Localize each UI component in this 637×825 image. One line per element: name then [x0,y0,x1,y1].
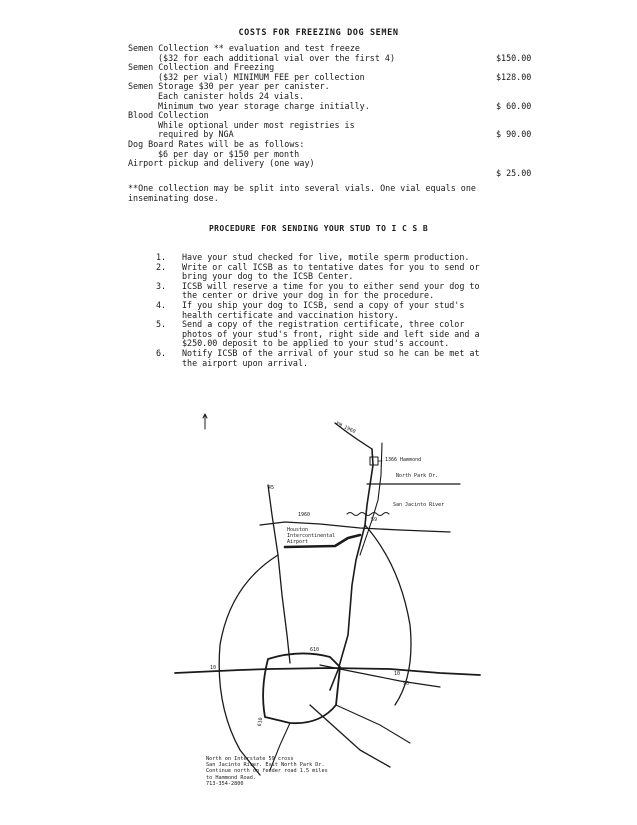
step-text: bring your dog to the ICSB Center. [182,271,354,282]
cost-line-text: Semen Collection ** evaluation and test freeze [128,43,360,53]
fm1960-label: FM 1960 [334,420,357,436]
driving-directions [206,756,328,787]
directions-line: to Hammond Road. [206,774,256,781]
procedure-step [156,282,556,301]
airport-label-line: Airport [287,539,309,545]
highway-59 [330,449,373,690]
highway-90-label: 90 [403,681,410,687]
step-text: the airport upon arrival. [182,357,309,368]
cost-line-text: Dog Board Rates will be as follows: [128,138,305,149]
cost-line-text: Each canister holds 24 vials. [158,90,305,101]
cost-line-text: Semen Storage $30 per year per canister. [128,81,330,92]
cost-amount: $ 60.00 [496,100,532,111]
procedure-step [156,320,556,349]
north-park-label: North Park Dr. [396,473,439,479]
cost-line-text: Blood Collection [128,110,209,121]
cost-line-text: Minimum two year storage charge initially. [158,100,370,111]
san-jacinto-river [347,513,389,516]
hammond-label: 1366 Hammond [385,457,422,463]
step-number: 1. [156,252,167,262]
cost-line-text: Airport pickup and delivery (one way) [128,158,315,169]
procedure-step [156,349,556,368]
road-1960-label: 1960 [298,512,311,518]
step-number: 6. [156,347,167,358]
step-text: photos of your stud's front, right side and left side and a [182,328,480,339]
cost-list [128,44,558,178]
directions-line: San Jacinto River. Exit North Park Dr. [206,762,325,769]
cost-line [128,159,558,169]
step-text: Notify ICSB of the arrival of your stud so he can be met at [182,347,480,358]
hammond-marker [370,457,378,465]
beltway-8 [219,555,278,775]
cost-line-text: While optional under most registries is [158,119,355,130]
step-number: 5. [156,319,167,330]
loop-610-label: 610 [310,647,320,653]
footnote-line: **One collection may be split into several vials. One vial equals one [128,183,476,193]
step-text: If you ship your dog to ICSB, send a copy of your stud's [182,299,465,310]
procedure-title: PROCEDURE FOR SENDING YOUR STUD TO I C S B [208,224,429,233]
step-text: Write or call ICSB as to tentative dates for you to send or [182,261,480,272]
step-number: 4. [156,299,167,310]
step-number: 3. [156,280,167,291]
interstate-10 [175,668,480,675]
procedure-step [156,263,556,282]
cost-line-text: ($32 for each additional vial over the first 4) [158,52,395,63]
road-map-drawing [160,405,490,805]
footnote [128,184,558,203]
cost-amount: $ 90.00 [496,129,532,140]
interstate-10-label: 10 [394,671,401,677]
cost-amount: $ 25.00 [496,167,532,178]
directions-line: Continue north on feeder road 1.5 miles [206,768,328,775]
cost-line-text: Semen Collection and Freezing [128,62,275,73]
airport-label-line: Intercontinental [287,533,336,539]
step-number: 2. [156,261,167,272]
step-text: $250.00 deposit to be applied to your stud's account. [182,338,450,349]
interstate-10-label: 10 [210,665,217,671]
phone-number: 713-354-2800 [206,780,244,787]
step-text: the center or drive your dog in for the procedure. [182,290,435,301]
highway-59-label: 59 [371,517,378,523]
cost-line-text: $6 per day or $150 per month [158,148,300,159]
step-text: Have your stud checked for live, motile sperm production. [182,252,470,262]
procedure-steps [156,253,556,368]
cost-line [128,169,558,179]
loop-610-label: 610 [256,717,265,727]
page-title: COSTS FOR FREEZING DOG SEMEN [238,28,399,38]
procedure-step [156,301,556,320]
cost-line-text: required by NGA [158,129,234,140]
footnote-line: inseminating dose. [128,192,219,203]
san-jacinto-label: San Jacinto River [393,502,445,508]
cost-amount: $128.00 [496,71,532,82]
cost-amount: $150.00 [496,52,532,63]
airport-label-line: Houston [287,527,309,533]
step-text: health certificate and vaccination history. [182,309,399,320]
loop-610 [263,653,340,723]
step-text: ICSB will reserve a time for you to either send your dog to [182,280,480,291]
highway-45-label: 45 [268,485,275,491]
cost-line-text: ($32 per vial) MINIMUM FEE per collection [158,71,365,82]
step-text: Send a copy of the registration certificate, three color [182,319,465,330]
location-map [160,405,490,805]
highway-45 [268,485,290,663]
directions-line: North on Interstate 59 cross [206,756,294,762]
airport-label [287,527,335,545]
